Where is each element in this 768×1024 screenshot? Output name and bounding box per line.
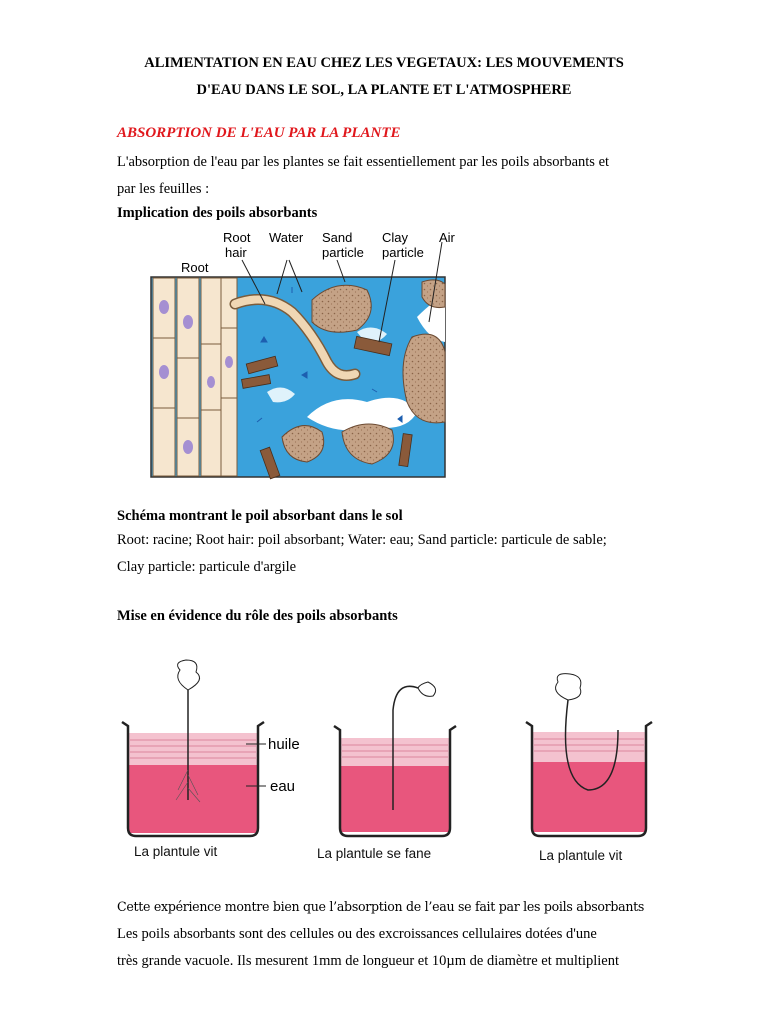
conclusion-line-2: Les poils absorbants sont des cellules ou des excroissances cellulaires dotées d'une bbox=[117, 926, 597, 942]
intro-line-2: par les feuilles : bbox=[117, 181, 210, 197]
label-clay-2: particle bbox=[382, 245, 424, 260]
label-oil: huile bbox=[268, 736, 300, 753]
caption-plant-lives-2: La plantule vit bbox=[539, 848, 623, 863]
label-root-hair-1: Root bbox=[223, 230, 251, 245]
label-sand-1: Sand bbox=[322, 230, 353, 245]
intro-paragraph bbox=[117, 149, 651, 203]
document-title bbox=[100, 50, 668, 104]
label-root: Root bbox=[181, 260, 209, 275]
beaker-3 bbox=[526, 674, 652, 836]
conclusion-paragraph bbox=[117, 921, 651, 975]
caption-plant-wilts: La plantule se fane bbox=[317, 846, 432, 861]
root-hair-soil-diagram bbox=[117, 222, 497, 500]
conclusion-line-3: très grande vacuole. Ils mesurent 1mm de longueur et 10µm de diamètre et multiplient bbox=[117, 953, 620, 969]
beaker-1 bbox=[122, 660, 264, 836]
label-root-hair-2: hair bbox=[225, 245, 247, 260]
label-air: Air bbox=[439, 230, 455, 245]
label-water: eau bbox=[270, 778, 296, 795]
intro-line-1: L'absorption de l'eau par les plantes se fait essentiellement par les poils absorbants et bbox=[117, 154, 610, 170]
label-clay-1: Clay bbox=[382, 230, 409, 245]
figure1-legend bbox=[117, 527, 651, 581]
experiment-heading: Mise en évidence du rôle des poils absorbants bbox=[117, 608, 398, 624]
label-sand-2: particle bbox=[322, 245, 364, 260]
title-line-2: D'EAU DANS LE SOL, LA PLANTE ET L'ATMOSPHERE bbox=[196, 82, 572, 98]
beaker-2 bbox=[334, 682, 456, 836]
beaker-experiment-diagram bbox=[118, 650, 663, 875]
figure1-caption: Schéma montrant le poil absorbant dans le sol bbox=[117, 508, 403, 524]
title-line-1: ALIMENTATION EN EAU CHEZ LES VEGETAUX: LES MOUVEMENTS bbox=[144, 55, 624, 71]
legend-line-2: Clay particle: particule d'argile bbox=[117, 559, 297, 575]
label-water: Water bbox=[269, 230, 304, 245]
subheading-root-hairs: Implication des poils absorbants bbox=[117, 205, 318, 221]
conclusion-line-1: Cette expérience montre bien que l’absorption de l’eau se fait par les poils absorbants bbox=[117, 899, 645, 914]
legend-line-1: Root: racine; Root hair: poil absorbant; Water: eau; Sand particle: particule de sable; bbox=[117, 532, 607, 548]
caption-plant-lives-1: La plantule vit bbox=[134, 844, 218, 859]
section-title: ABSORPTION DE L'EAU PAR LA PLANTE bbox=[117, 125, 401, 141]
